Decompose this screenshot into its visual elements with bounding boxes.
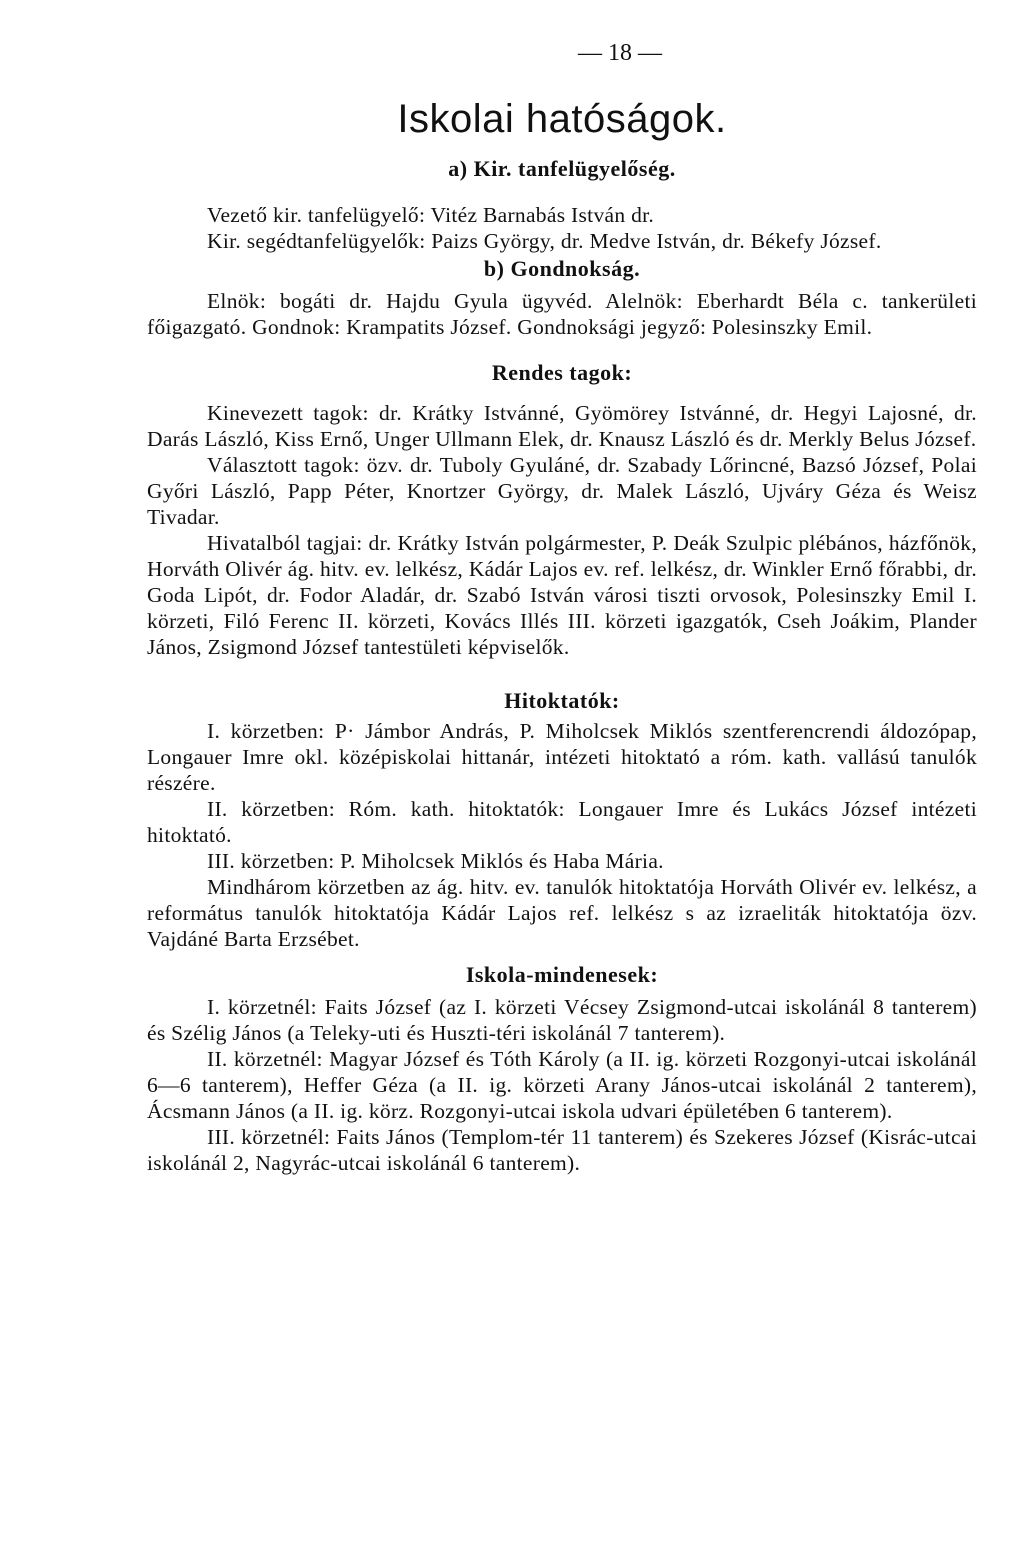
section-heading-gondnoksag: b) Gondnokság. — [483, 256, 641, 281]
paragraph: III. körzetnél: Faits János (Templom-tér 11 tanterem) és Szekeres József (Kisrác-utcai iskolánál 2, Nagyrác-utcai iskolánál 6 tanterem). — [147, 1125, 977, 1175]
paragraph: I. körzetben: P· Jámbor András, P. Miholcsek Miklós szentferencrendi áldozópap, Longauer Imre okl. középiskolai hittanár, intézeti hitoktató a róm. kath. vallású tanulók részére. — [147, 719, 977, 795]
section-heading-tanfelugyeloseg: a) Kir. tanfelügyelőség. — [448, 156, 676, 181]
page-title: Iskolai hatóságok. — [397, 97, 727, 141]
paragraph: Hivatalból tagjai: dr. Krátky István polgármester, P. Deák Szulpic plébános, házfőnök, Horváth Olivér ág. hitv. ev. lelkész, Kádár Lajos ev. ref. lelkész, dr. Winkler Ernő főrabbi, dr. Goda Lipót, dr. Fodor Aladár, dr. Szabó István városi tiszti orvosok, Polesinszky Emil I. körzeti, Filó Ferenc II. körzeti, Kovács Illés III. körzeti igazgatók, Cseh Joákim, Plander János, Zsigmond József tantestületi képviselők. — [147, 531, 977, 659]
text-column — [147, 40, 977, 1176]
paragraph: Elnök: bogáti dr. Hajdu Gyula ügyvéd. Alelnök: Eberhardt Béla c. tankerületi főigazgató. Gondnok: Krampatits József. Gondnoksági jegyző: Polesinszky Emil. — [147, 289, 977, 339]
paragraph: Kinevezett tagok: dr. Krátky Istvánné, Gyömörey Istvánné, dr. Hegyi Lajosné, dr. Darás László, Kiss Ernő, Unger Ullmann Elek, dr. Knausz László és dr. Merkly Belus József. — [147, 401, 977, 451]
paragraph: Mindhárom körzetben az ág. hitv. ev. tanulók hitoktatója Horváth Olivér ev. lelkész, a református tanulók hitoktatója Kádár Lajos ref. lelkész s az izraeliták hitoktatója özv. Vajdáné Barta Erzsébet. — [147, 875, 977, 951]
section-heading-rendes-tagok: Rendes tagok: — [491, 360, 633, 385]
paragraph: II. körzetben: Róm. kath. hitoktatók: Longauer Imre és Lukács József intézeti hitoktató. — [147, 797, 977, 847]
paragraph: I. körzetnél: Faits József (az I. körzeti Vécsey Zsigmond-utcai iskolánál 8 tanterem) és Szélig János (a Teleky-uti és Huszti-téri iskolánál 7 tanterem). — [147, 995, 977, 1045]
paragraph: Kir. segédtanfelügyelők: Paizs György, dr. Medve István, dr. Békefy József. — [207, 229, 882, 253]
section-heading-hitoktatok: Hitoktatók: — [504, 688, 620, 713]
paragraph: II. körzetnél: Magyar József és Tóth Károly (a II. ig. körzeti Rozgonyi-utcai iskolánál 6—6 tanterem), Heffer Géza (a II. ig. körzeti Arany János-utcai iskolánál 2 tanterem), Ácsmann János (a II. ig. körz. Rozgonyi-utcai iskola udvari épületében 6 tanterem). — [147, 1047, 977, 1123]
paragraph: III. körzetben: P. Miholcsek Miklós és Haba Mária. — [207, 849, 664, 873]
paragraph: Választott tagok: özv. dr. Tuboly Gyuláné, dr. Szabady Lőrincné, Bazsó József, Polai Győri László, Papp Péter, Knortzer György, dr. Malek László, Ujváry Géza és Weisz Tivadar. — [147, 453, 977, 529]
page-number: — 18 — — [263, 40, 977, 67]
paragraph: Vezető kir. tanfelügyelő: Vitéz Barnabás István dr. — [207, 203, 655, 227]
section-heading-iskola-mindenesek: Iskola-mindenesek: — [465, 962, 659, 987]
